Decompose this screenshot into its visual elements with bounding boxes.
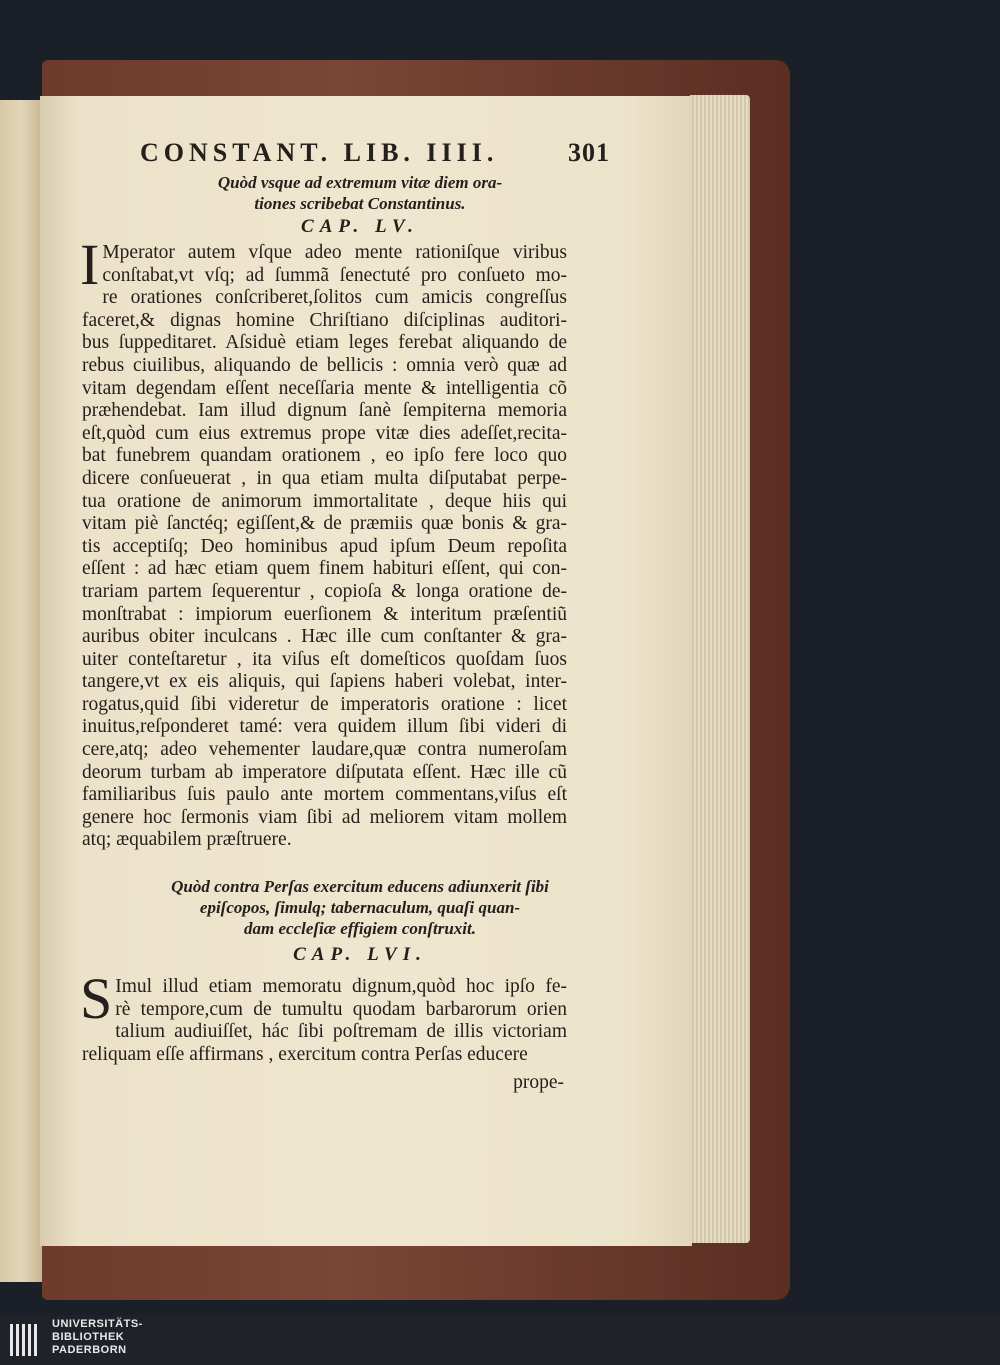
text-line: rogatus,quid ſibi videretur de imperatoris oratione : licet [82, 693, 567, 715]
facing-page-edge [0, 100, 42, 1282]
text-line: uiter conteſtaretur , ita viſus eſt domeſticos quoſdam ſuos [82, 648, 567, 670]
chapter-title-line: Quòd vsque ad extremum vitæ diem ora- [217, 173, 503, 192]
footer-bar [0, 1315, 1000, 1365]
text-line: genere hoc ſermonis viam ſibi ad meliorem vitam mollem [82, 806, 567, 828]
paragraph-chapter-55 [80, 232, 567, 852]
logo-line: UNIVERSITÄTS- [52, 1318, 143, 1330]
book-page [40, 96, 692, 1246]
text-line: eſt,quòd cum eius extremus prope vitæ dies adeſſet,recita- [82, 422, 567, 444]
catchword: prope- [513, 1072, 564, 1093]
paragraph-chapter-56 [80, 966, 567, 1066]
chapter-number-56: CAP. LVI. [293, 944, 427, 965]
text-line: tua oratione de animorum immortalitate , deque hiis qui [82, 490, 567, 512]
text-line: bus ſuppeditaret. Aſsiduè etiam leges ferebat aliquando de [82, 332, 567, 354]
chapter-title-55 [100, 172, 620, 214]
text-line: bat funebrem quandam orationem , eo ipſo fere loco quo [82, 445, 567, 467]
text-line: eſſent : ad hæc etiam quem finem habituri eſſent, qui con- [82, 558, 567, 580]
text-line: trariam partem ſequerentur , copioſa & longa oratione de- [82, 580, 567, 602]
text-line: auribus obiter inculcans . Hæc ille cum conſtanter & gra- [82, 626, 567, 648]
text-line: talium audiuiſſet, hác ſibi poſtremam de illis victoriam [115, 1021, 567, 1043]
text-line: atq; æquabilem præſtruere. [82, 829, 292, 851]
chapter-title-line: Quòd contra Perſas exercitum educens adiunxerit ſibi [171, 877, 549, 896]
page-number: 301 [568, 138, 610, 167]
chapter-title-56 [100, 876, 620, 939]
text-line: præhendebat. Iam illud dignum ſanè ſempiterna memoria [82, 400, 567, 422]
text-line: faceret,& dignas homine Chriſtiano diſciplinas auditori- [82, 309, 567, 331]
text-line: reliquam eſſe affirmans , exercitum contra Perſas educere [82, 1043, 528, 1065]
page-edges [690, 95, 750, 1243]
drop-capital: I [80, 232, 100, 297]
chapter-number-55: CAP. LV. [301, 216, 419, 237]
text-line: vitam degendam eſſent neceſſaria mente & intelligentia cõ [82, 377, 567, 399]
text-line: tangere,vt ex eis aliquis, qui ſapiens haberi volebat, inter- [82, 671, 567, 693]
text-line: rebus ciuilibus, aliquando de bellicis : omnia verò quæ ad [82, 354, 567, 376]
running-header [140, 138, 610, 172]
text-line: Imul illud etiam memoratu dignum,quòd hoc ipſo fe- [115, 976, 567, 997]
text-line: tis acceptiſq; Deo hominibus apud ipſum Deum repoſita [82, 535, 567, 557]
text-line: cere,atq; adeo vehementer laudare,quæ contra numeroſam [82, 739, 567, 761]
chapter-title-line: epiſcopos, ſimulq; tabernaculum, quaſi quan- [199, 898, 521, 917]
text-line: conſtabat,vt vſq; ad ſummã ſenectuté pro conſueto mo- [102, 264, 567, 286]
library-logo-icon [8, 1320, 42, 1360]
text-line: familiaribus ſuis paulo ante mortem commentans,viſus eſt [82, 784, 567, 806]
chapter-title-line: dam eccleſiæ effigiem conſtruxit. [244, 919, 476, 938]
text-line: inuitus,reſponderet tamé: vera quidem illum ſibi videri di [82, 716, 567, 738]
text-line: vitam piè ſanctéq; egiſſent,& de præmiis quæ bonis & gra- [82, 513, 567, 535]
text-line: dicere conſueuerat , in qua etiam multa diſputabat perpe- [82, 467, 567, 489]
text-line: rè tempore,cum de tumultu quodam barbarorum orien [115, 998, 567, 1020]
text-line: Mperator autem vſque adeo mente rationiſque viribus [102, 242, 567, 263]
library-logo-text [52, 1318, 143, 1357]
chapter-title-line: tiones scribebat Constantinus. [254, 194, 466, 213]
text-line: deorum turbam ab imperatore diſputata eſſent. Hæc ille cũ [82, 761, 567, 783]
running-title: CONSTANT. LIB. IIII. [140, 138, 499, 167]
text-line: monſtrabat : impiorum euerſionem & interitum præſentiũ [82, 603, 567, 625]
text-line: re orationes conſcriberet,ſolitos cum amicis congreſſus [102, 287, 567, 309]
drop-capital: S [80, 966, 113, 1031]
logo-line: PADERBORN [52, 1344, 127, 1356]
logo-line: BIBLIOTHEK [52, 1331, 125, 1343]
